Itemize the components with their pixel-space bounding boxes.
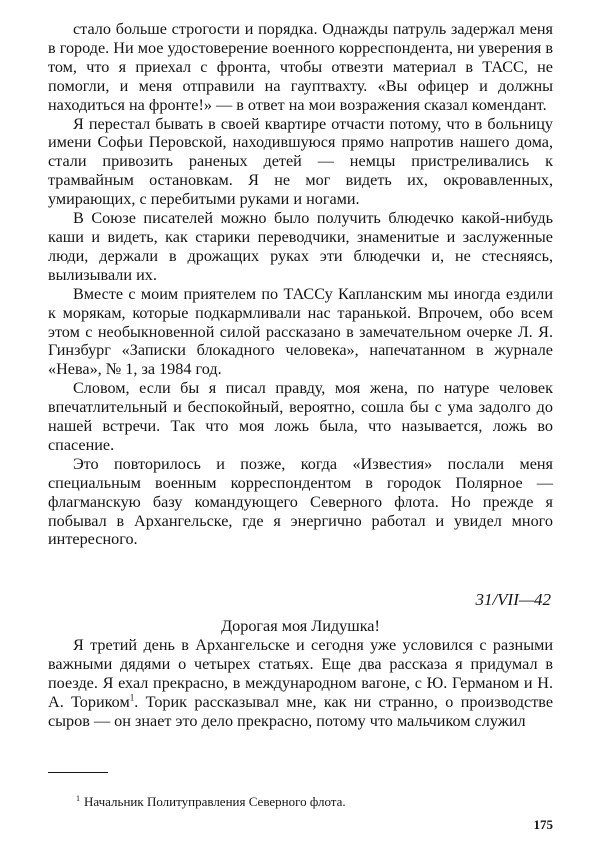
footnote [48, 794, 553, 810]
paragraph-6: Это повторилось и позже, когда «Известия» послали меня специальным военным корреспондентом в городок Полярное — флагманскую базу командующего Северного флота. Но прежде я побывал в Архангельске, где я энергично работал и увидел много интересного. [48, 454, 553, 549]
letter-body [48, 636, 553, 731]
letter-body-text-continued: . Торик рассказывал мне, как ни странно, о производстве сыров — он знает это дело прекрасно, потому что мальчиком служил [48, 693, 553, 730]
footnote-text: Начальник Политуправления Северного флота. [84, 794, 346, 809]
paragraph-3: В Союзе писателей можно было получить блюдечко какой-нибудь каши и видеть, как старики переводчики, знаменитые и заслуженные люди, держали в дрожащих руках эти блюдечки и, не стесняясь, вылизывали их. [48, 209, 553, 284]
page-number: 175 [533, 817, 553, 832]
main-text [48, 20, 553, 731]
footnote-mark: 1 [76, 793, 80, 803]
paragraph-1: стало больше строгости и порядка. Однажды патруль задержал меня в городе. Ни мое удостоверение военного корреспондента, ни уверения в том, что я приехал с фронта, чтобы отвезти материал в ТАСС, не помогли, и меня отправили на гауптвахту. «Вы офицер и должны находиться на фронте!» — в ответ на мои возражения сказал комендант. [48, 20, 553, 114]
paragraph-5: Словом, если бы я писал правду, моя жена, по натуре человек впечатлительный и беспокойный, вероятно, сошла бы с ума задолго до нашей встречи. Так что моя ложь была, что называется, ложь во спасение. [48, 379, 553, 454]
section-gap [48, 549, 553, 589]
footnote-divider [48, 772, 108, 773]
letter-body-text: Я третий день в Архангельске и сегодня уже условился с разными важными дядями о четырех статьях. Еще два рассказа я придумал в поезде. Я ехал прекрасно, в международном вагоне, с Ю. Германом и Н. А. Ториком [48, 636, 553, 711]
footnote-reference: 1 [129, 692, 135, 703]
paragraph-4: Вместе с моим приятелем по ТАССу Капланским мы иногда ездили к морякам, которые подкармливали нас таранькой. Впрочем, обо всем этом с необыкновенной силой рассказано в замечательном очерке Л. Я. Гинзбург «Записки блокадного человека», напечатанном в журнале «Нева», № 1, за 1984 год. [48, 284, 553, 379]
letter-date: 31/VII—42 [475, 590, 551, 610]
letter-salutation: Дорогая моя Лидушка! [221, 617, 380, 636]
paragraph-2: Я перестал бывать в своей квартире отчасти потому, что в больницу имени Софьи Перовской, находившуюся прямо напротив нашего дома, стали привозить раненых детей — немцы пристреливались к трамвайным остановкам. Я не мог видеть их, окровавленных, умирающих, с перебитыми руками и ногами. [48, 114, 553, 209]
